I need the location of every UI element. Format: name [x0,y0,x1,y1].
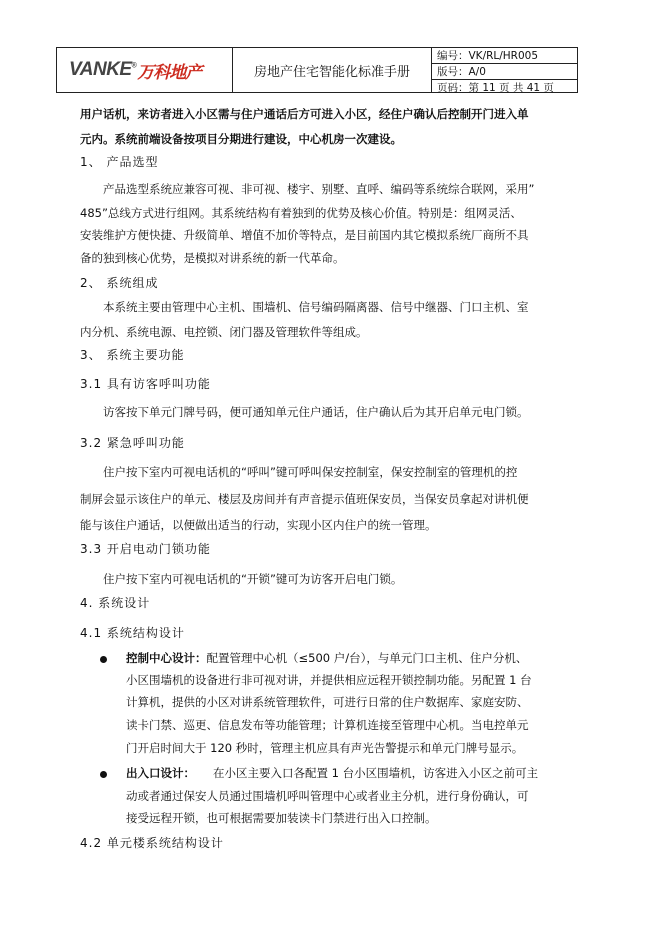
paragraph-line: 住户按下室内可视电话机的“开锁”键可为访客开启电门锁。 [103,572,403,586]
bullet-text: 配置管理中心机（≤500 户/台），与单元门口主机、住户分机、 [206,651,528,665]
paragraph-line: 485”总线方式进行组网。其系统结构有着独到的优势及核心价值。特别是：组网灵活、 [80,206,522,220]
document-code: 编号：VK/RL/HR005 [432,48,577,64]
bullet-line [126,768,538,780]
logo-chinese: 万科地产 [137,62,202,83]
bullet-line [126,653,527,665]
subsection-heading: 4.2 单元楼系统结构设计 [80,836,224,850]
paragraph-line: 备的独到核心优势，是模拟对讲系统的新一代革命。 [80,251,345,265]
section-heading: 3、 系统主要功能 [80,348,185,362]
bullet-line: 门开启时间大于 120 秒时，管理主机应具有声光告警提示和单元门牌号显示。 [126,741,524,755]
bullet-line: 动或者通过保安人员通过围墙机呼叫管理中心或者业主分机，进行身份确认，可 [126,789,529,803]
manual-title: 房地产住宅智能化标准手册 [233,48,432,92]
bullet-line: 读卡门禁、巡更、信息发布等功能管理；计算机连接至管理中心机。当电控单元 [126,718,529,732]
company-logo [57,48,233,92]
section-heading: 1、 产品选型 [80,155,159,169]
section-heading: 4. 系统设计 [80,596,151,610]
subsection-heading: 3.3 开启电动门锁功能 [80,542,211,556]
bullet-line: 小区围墙机的设备进行非可视对讲，并提供相应远程开锁控制功能。另配置 1 台 [126,673,532,687]
paragraph-line: 产品选型系统应兼容可视、非可视、楼宇、别墅、直呼、编码等系统综合联网，采用” [103,182,535,196]
bullet-text: 在小区主要入口各配置 1 台小区围墙机，访客进入小区之前可主 [213,766,539,780]
document-meta [432,48,577,92]
paragraph-line: 本系统主要由管理中心主机、围墙机、信号编码隔离器、信号中继器、门口主机、室 [103,300,529,314]
document-header [56,47,578,93]
paragraph-line: 能与该住户通话，以便做出适当的行动，实现小区内住户的统一管理。 [80,518,437,532]
logo-english: VANKE® [69,59,137,80]
subsection-heading: 3.2 紧急呼叫功能 [80,436,185,450]
paragraph-line: 安装维护方便快捷、升级简单、增值不加价等特点，是目前国内其它模拟系统厂商所不具 [80,228,529,242]
bullet-line: 计算机，提供的小区对讲系统管理软件，可进行日常的住户数据库、家庭安防、 [126,695,529,709]
bullet-icon [100,656,107,663]
paragraph-line: 住户按下室内可视电话机的“呼叫”键可呼叫保安控制室，保安控制室的管理机的控 [103,465,518,479]
bullet-label: 控制中心设计： [126,651,207,665]
document-version: 版号：A/0 [432,64,577,80]
paragraph-line: 内分机、系统电源、电控锁、闭门器及管理软件等组成。 [80,325,368,339]
section-heading: 2、 系统组成 [80,276,159,290]
intro-line: 用户话机，来访者进入小区需与住户通话后方可进入小区，经住户确认后控制开门进入单 [80,107,529,121]
bullet-label: 出入口设计： [126,766,195,780]
bullet-icon [100,771,107,778]
paragraph-line: 访客按下单元门牌号码，便可通知单元住户通话，住户确认后为其开启单元电门锁。 [103,405,529,419]
intro-line: 元内。系统前端设备按项目分期进行建设，中心机房一次建设。 [80,132,402,146]
subsection-heading: 3.1 具有访客呼叫功能 [80,377,211,391]
subsection-heading: 4.1 系统结构设计 [80,626,185,640]
bullet-line: 接受远程开锁，也可根据需要加装读卡门禁进行出入口控制。 [126,811,437,825]
paragraph-line: 制屏会显示该住户的单元、楼层及房间并有声音提示值班保安员，当保安员拿起对讲机便 [80,492,529,506]
page-number: 页码：第 11 页 共 41 页 [437,82,554,94]
